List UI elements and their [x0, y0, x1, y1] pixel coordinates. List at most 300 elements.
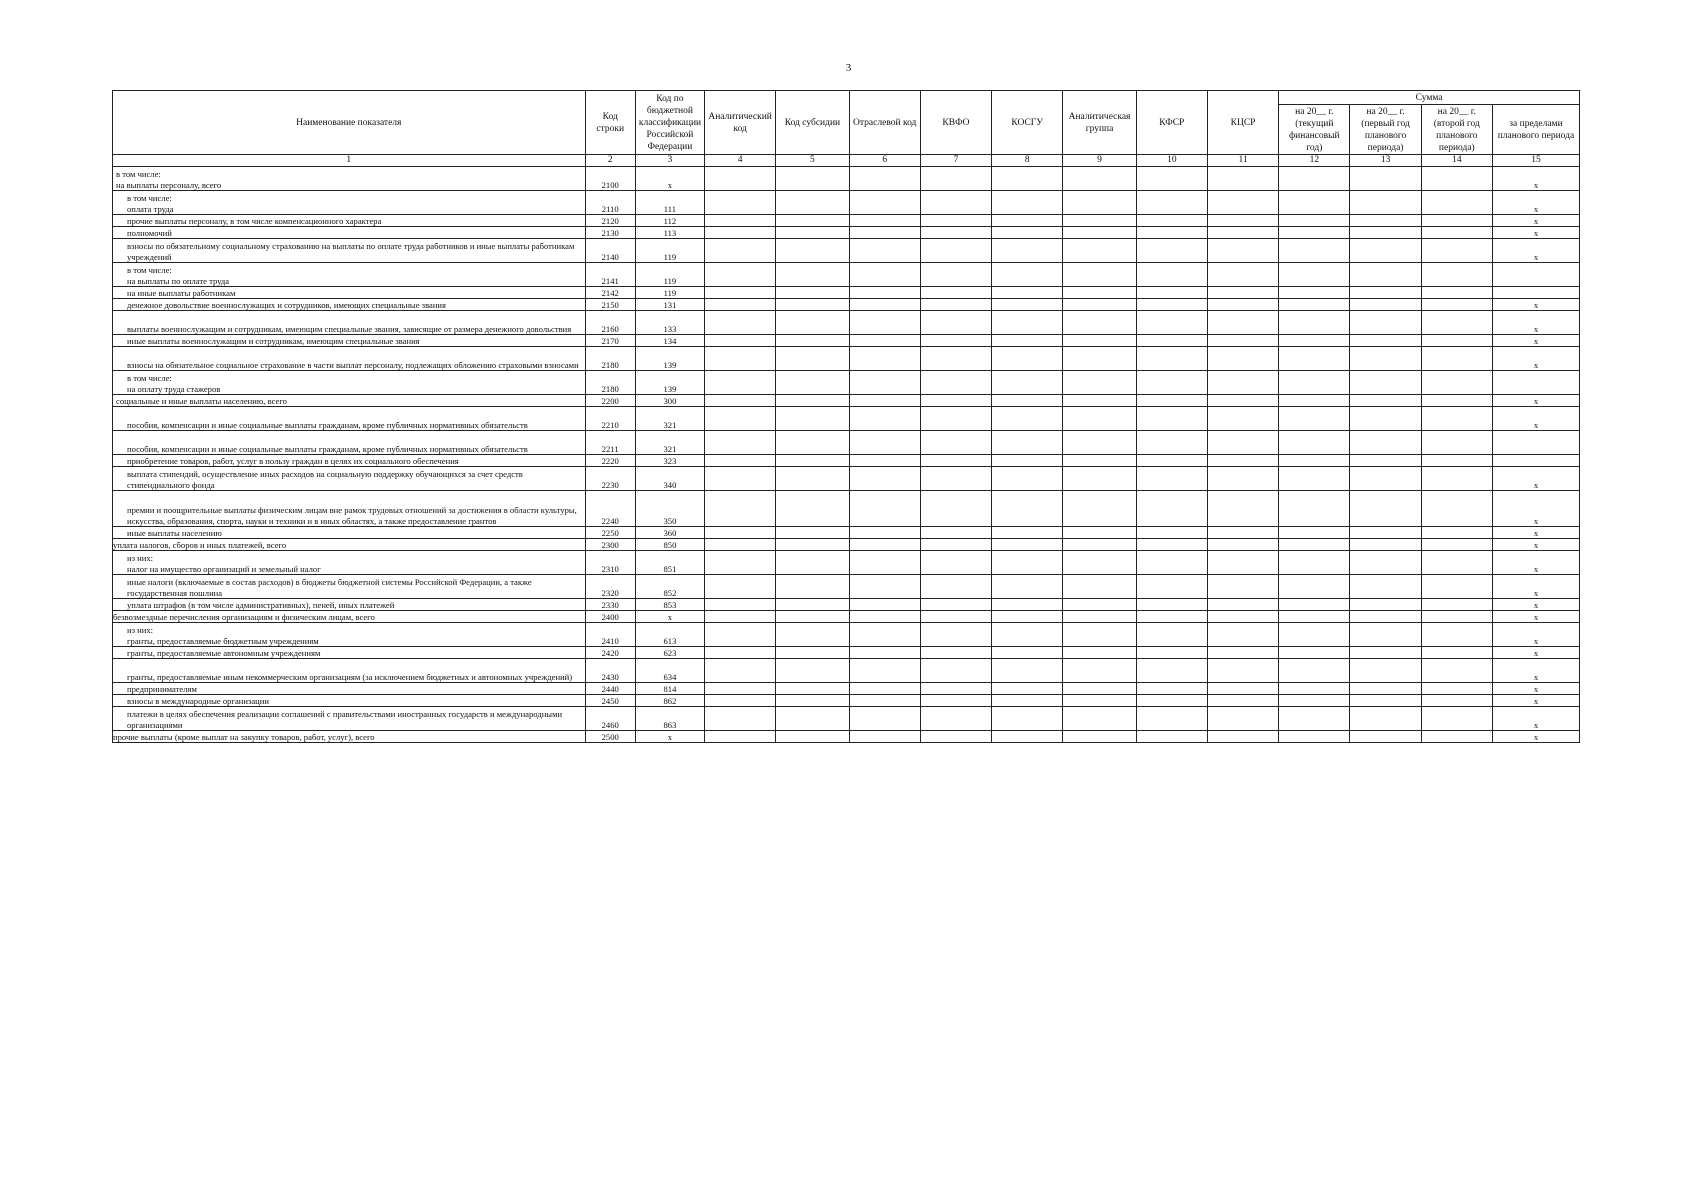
row-value-cell [1421, 371, 1492, 395]
row-value-cell [1279, 623, 1350, 647]
row-bk-code: x [635, 731, 704, 743]
row-value-cell [1136, 731, 1207, 743]
row-value-cell [1063, 395, 1136, 407]
table-row [113, 347, 1580, 371]
row-value-cell [1350, 227, 1421, 239]
row-value-cell [1207, 335, 1278, 347]
table-row [113, 215, 1580, 227]
page-number: 3 [845, 62, 852, 74]
row-value-cell [1063, 239, 1136, 263]
row-value-cell [849, 455, 920, 467]
row-bk-code: 851 [635, 551, 704, 575]
row-value-cell [776, 371, 849, 395]
column-number: 15 [1492, 155, 1579, 167]
row-value-cell [1279, 695, 1350, 707]
row-value-cell [1421, 191, 1492, 215]
row-value-cell [1421, 455, 1492, 467]
row-value-cell [776, 599, 849, 611]
table-row [113, 227, 1580, 239]
row-value-cell [1063, 491, 1136, 527]
column-number: 4 [705, 155, 776, 167]
row-value-cell [1136, 299, 1207, 311]
row-value-cell [1063, 551, 1136, 575]
row-line-code: 2300 [585, 539, 635, 551]
row-value-cell [776, 707, 849, 731]
header-analytic-code: Аналитический код [705, 91, 776, 155]
row-value-cell [1136, 611, 1207, 623]
row-value-cell [1136, 263, 1207, 287]
row-name: в том числе: на выплаты персоналу, всего [113, 167, 586, 191]
row-value-cell [705, 551, 776, 575]
row-value-cell [849, 167, 920, 191]
table-row [113, 263, 1580, 287]
row-value-cell [1207, 191, 1278, 215]
row-value-cell [920, 299, 991, 311]
row-value-cell [1279, 659, 1350, 683]
table-row [113, 611, 1580, 623]
row-value-cell [992, 407, 1063, 431]
header-kcsr: КЦСР [1207, 91, 1278, 155]
row-name: гранты, предоставляемые иным некоммерческим организациям (за исключением бюджетных и автономных учреждений) [113, 659, 586, 683]
row-beyond-plan-mark: x [1492, 539, 1579, 551]
row-value-cell [849, 491, 920, 527]
row-value-cell [1063, 647, 1136, 659]
row-bk-code: 119 [635, 263, 704, 287]
row-value-cell [1279, 575, 1350, 599]
row-value-cell [776, 467, 849, 491]
row-name: взносы по обязательному социальному страхованию на выплаты по оплате труда работников и иные выплаты работникам учреждений [113, 239, 586, 263]
row-value-cell [1279, 731, 1350, 743]
table-row [113, 731, 1580, 743]
row-line-code: 2250 [585, 527, 635, 539]
row-value-cell [1136, 551, 1207, 575]
row-value-cell [1136, 287, 1207, 299]
row-value-cell [1279, 239, 1350, 263]
row-bk-code: 350 [635, 491, 704, 527]
row-value-cell [1350, 659, 1421, 683]
row-value-cell [705, 227, 776, 239]
table-row [113, 239, 1580, 263]
row-bk-code: 323 [635, 455, 704, 467]
row-value-cell [1279, 287, 1350, 299]
column-number: 12 [1279, 155, 1350, 167]
row-value-cell [920, 227, 991, 239]
row-value-cell [1136, 491, 1207, 527]
row-value-cell [1350, 539, 1421, 551]
row-value-cell [992, 167, 1063, 191]
row-value-cell [705, 611, 776, 623]
row-value-cell [992, 611, 1063, 623]
row-value-cell [992, 599, 1063, 611]
row-line-code: 2210 [585, 407, 635, 431]
row-line-code: 2420 [585, 647, 635, 659]
row-value-cell [1063, 191, 1136, 215]
row-value-cell [992, 491, 1063, 527]
row-line-code: 2440 [585, 683, 635, 695]
row-value-cell [1136, 527, 1207, 539]
row-value-cell [1207, 431, 1278, 455]
row-value-cell [992, 551, 1063, 575]
row-value-cell [1207, 239, 1278, 263]
row-value-cell [1063, 707, 1136, 731]
row-value-cell [1421, 335, 1492, 347]
row-line-code: 2142 [585, 287, 635, 299]
row-value-cell [1279, 551, 1350, 575]
row-line-code: 2160 [585, 311, 635, 335]
row-value-cell [776, 527, 849, 539]
row-name: полномочий [113, 227, 586, 239]
row-line-code: 2460 [585, 707, 635, 731]
column-number: 3 [635, 155, 704, 167]
column-number: 9 [1063, 155, 1136, 167]
row-value-cell [1207, 407, 1278, 431]
row-value-cell [1207, 551, 1278, 575]
row-value-cell [920, 215, 991, 227]
row-value-cell [1063, 527, 1136, 539]
row-beyond-plan-mark: x [1492, 215, 1579, 227]
row-value-cell [1350, 311, 1421, 335]
row-beyond-plan-mark: x [1492, 347, 1579, 371]
row-value-cell [1279, 647, 1350, 659]
row-bk-code: 321 [635, 407, 704, 431]
row-value-cell [992, 659, 1063, 683]
row-value-cell [1279, 299, 1350, 311]
row-value-cell [1063, 455, 1136, 467]
row-value-cell [1421, 623, 1492, 647]
table-row [113, 395, 1580, 407]
row-value-cell [1421, 299, 1492, 311]
column-number: 1 [113, 155, 586, 167]
row-value-cell [992, 191, 1063, 215]
row-value-cell [1136, 227, 1207, 239]
row-value-cell [1207, 455, 1278, 467]
row-value-cell [705, 491, 776, 527]
row-value-cell [849, 239, 920, 263]
row-value-cell [776, 311, 849, 335]
row-value-cell [1279, 371, 1350, 395]
table-row [113, 491, 1580, 527]
row-value-cell [1136, 647, 1207, 659]
row-line-code: 2141 [585, 263, 635, 287]
row-value-cell [1350, 491, 1421, 527]
row-bk-code: 862 [635, 695, 704, 707]
table-row [113, 551, 1580, 575]
column-number-row [113, 155, 1580, 167]
table-row [113, 683, 1580, 695]
row-value-cell [920, 539, 991, 551]
row-value-cell [1350, 167, 1421, 191]
row-value-cell [705, 623, 776, 647]
row-name: пособия, компенсации и иные социальные выплаты гражданам, кроме публичных нормативных обязательств [113, 431, 586, 455]
row-value-cell [1421, 287, 1492, 299]
row-value-cell [1136, 191, 1207, 215]
header-sum-second-plan-year: на 20__ г. (второй год планового периода) [1421, 105, 1492, 155]
row-line-code: 2110 [585, 191, 635, 215]
row-value-cell [1421, 491, 1492, 527]
row-bk-code: 119 [635, 287, 704, 299]
row-name: безвозмездные перечисления организациям и физическим лицам, всего [113, 611, 586, 623]
row-value-cell [920, 599, 991, 611]
row-value-cell [1063, 287, 1136, 299]
row-line-code: 2220 [585, 455, 635, 467]
row-value-cell [705, 311, 776, 335]
row-value-cell [705, 335, 776, 347]
row-value-cell [1279, 539, 1350, 551]
row-beyond-plan-mark [1492, 431, 1579, 455]
row-value-cell [920, 395, 991, 407]
row-value-cell [1350, 299, 1421, 311]
row-value-cell [920, 647, 991, 659]
header-bk-code: Код по бюджетной классификации Российской Федерации [635, 91, 704, 155]
row-value-cell [1421, 647, 1492, 659]
row-line-code: 2211 [585, 431, 635, 455]
row-value-cell [1421, 683, 1492, 695]
row-value-cell [849, 623, 920, 647]
row-bk-code: 112 [635, 215, 704, 227]
row-value-cell [1207, 347, 1278, 371]
row-value-cell [1421, 551, 1492, 575]
column-number: 11 [1207, 155, 1278, 167]
row-value-cell [1063, 683, 1136, 695]
row-value-cell [705, 167, 776, 191]
row-value-cell [776, 611, 849, 623]
row-name: гранты, предоставляемые автономным учреждениям [113, 647, 586, 659]
row-name: премии и поощрительные выплаты физическим лицам вне рамок трудовых отношений за достижения в области культуры, искусства, образования, спорта, науки и техники и в иных областях, а также предоставление грантов [113, 491, 586, 527]
row-value-cell [849, 227, 920, 239]
row-beyond-plan-mark: x [1492, 491, 1579, 527]
row-value-cell [1421, 167, 1492, 191]
row-bk-code: 139 [635, 347, 704, 371]
row-value-cell [992, 455, 1063, 467]
row-name: в том числе: на выплаты по оплате труда [113, 263, 586, 287]
row-value-cell [1063, 215, 1136, 227]
table-row [113, 659, 1580, 683]
row-value-cell [849, 335, 920, 347]
row-value-cell [1207, 659, 1278, 683]
row-value-cell [1421, 539, 1492, 551]
row-beyond-plan-mark: x [1492, 299, 1579, 311]
row-value-cell [705, 287, 776, 299]
row-value-cell [1063, 599, 1136, 611]
row-value-cell [849, 647, 920, 659]
row-value-cell [776, 647, 849, 659]
row-value-cell [1279, 491, 1350, 527]
row-value-cell [1063, 575, 1136, 599]
expenditure-table-sheet [112, 90, 1580, 743]
table-row [113, 371, 1580, 395]
row-value-cell [920, 695, 991, 707]
row-value-cell [920, 407, 991, 431]
row-value-cell [849, 527, 920, 539]
row-value-cell [1136, 695, 1207, 707]
row-value-cell [920, 347, 991, 371]
row-bk-code: 133 [635, 311, 704, 335]
table-row [113, 431, 1580, 455]
row-value-cell [1063, 611, 1136, 623]
row-value-cell [1063, 407, 1136, 431]
table-row [113, 191, 1580, 215]
row-value-cell [1279, 311, 1350, 335]
row-value-cell [1350, 371, 1421, 395]
table-row [113, 695, 1580, 707]
row-value-cell [1207, 683, 1278, 695]
row-name: иные выплаты военнослужащим и сотрудникам, имеющим специальные звания [113, 335, 586, 347]
row-value-cell [1279, 227, 1350, 239]
row-bk-code: 634 [635, 659, 704, 683]
row-value-cell [1350, 731, 1421, 743]
row-value-cell [992, 539, 1063, 551]
column-number: 5 [776, 155, 849, 167]
row-value-cell [1421, 599, 1492, 611]
row-value-cell [1063, 311, 1136, 335]
row-value-cell [776, 551, 849, 575]
row-value-cell [1207, 491, 1278, 527]
row-value-cell [1350, 611, 1421, 623]
row-value-cell [1279, 191, 1350, 215]
row-value-cell [1421, 263, 1492, 287]
row-value-cell [849, 695, 920, 707]
row-value-cell [776, 407, 849, 431]
row-value-cell [920, 167, 991, 191]
row-value-cell [920, 191, 991, 215]
row-value-cell [992, 371, 1063, 395]
row-value-cell [920, 731, 991, 743]
row-line-code: 2240 [585, 491, 635, 527]
row-value-cell [705, 527, 776, 539]
row-value-cell [1350, 695, 1421, 707]
row-value-cell [705, 371, 776, 395]
row-value-cell [920, 707, 991, 731]
table-row [113, 623, 1580, 647]
row-value-cell [992, 695, 1063, 707]
row-bk-code: 340 [635, 467, 704, 491]
row-value-cell [849, 395, 920, 407]
row-value-cell [1421, 575, 1492, 599]
row-value-cell [920, 575, 991, 599]
row-value-cell [1207, 623, 1278, 647]
row-bk-code: 131 [635, 299, 704, 311]
header-sum-beyond-plan: за пределами планового периода [1492, 105, 1579, 155]
row-value-cell [849, 311, 920, 335]
row-value-cell [1136, 659, 1207, 683]
row-name: денежное довольствие военнослужащих и сотрудников, имеющих специальные звания [113, 299, 586, 311]
row-line-code: 2170 [585, 335, 635, 347]
row-value-cell [992, 431, 1063, 455]
row-value-cell [1421, 347, 1492, 371]
table-row [113, 167, 1580, 191]
row-value-cell [1136, 395, 1207, 407]
column-number: 7 [920, 155, 991, 167]
row-value-cell [849, 707, 920, 731]
row-value-cell [1207, 731, 1278, 743]
row-value-cell [776, 227, 849, 239]
header-kosgu: КОСГУ [992, 91, 1063, 155]
row-value-cell [1207, 599, 1278, 611]
row-value-cell [992, 239, 1063, 263]
row-value-cell [992, 467, 1063, 491]
row-value-cell [849, 371, 920, 395]
row-bk-code: 300 [635, 395, 704, 407]
row-line-code: 2430 [585, 659, 635, 683]
row-value-cell [849, 347, 920, 371]
row-name: пособия, компенсации и иные социальные выплаты гражданам, кроме публичных нормативных обязательств [113, 407, 586, 431]
row-value-cell [920, 311, 991, 335]
row-value-cell [705, 647, 776, 659]
row-value-cell [705, 455, 776, 467]
row-line-code: 2310 [585, 551, 635, 575]
row-value-cell [776, 623, 849, 647]
row-value-cell [849, 731, 920, 743]
row-beyond-plan-mark: x [1492, 695, 1579, 707]
row-value-cell [1063, 467, 1136, 491]
row-value-cell [776, 299, 849, 311]
row-value-cell [849, 659, 920, 683]
row-value-cell [705, 467, 776, 491]
row-bk-code: 134 [635, 335, 704, 347]
row-value-cell [1136, 431, 1207, 455]
column-number: 14 [1421, 155, 1492, 167]
row-value-cell [705, 395, 776, 407]
row-value-cell [1136, 599, 1207, 611]
row-bk-code: 852 [635, 575, 704, 599]
row-value-cell [1421, 227, 1492, 239]
row-value-cell [1207, 263, 1278, 287]
row-value-cell [1421, 407, 1492, 431]
row-value-cell [1350, 347, 1421, 371]
row-value-cell [992, 227, 1063, 239]
row-value-cell [776, 347, 849, 371]
row-bk-code: 119 [635, 239, 704, 263]
row-value-cell [1136, 371, 1207, 395]
row-value-cell [1350, 527, 1421, 539]
row-line-code: 2140 [585, 239, 635, 263]
row-value-cell [849, 287, 920, 299]
row-value-cell [1063, 263, 1136, 287]
header-line-code: Код строки [585, 91, 635, 155]
row-value-cell [849, 431, 920, 455]
row-value-cell [776, 695, 849, 707]
row-value-cell [920, 491, 991, 527]
row-value-cell [1207, 371, 1278, 395]
row-value-cell [1207, 299, 1278, 311]
table-row [113, 311, 1580, 335]
row-value-cell [1136, 575, 1207, 599]
table-row [113, 599, 1580, 611]
row-name: прочие выплаты (кроме выплат на закупку товаров, работ, услуг), всего [113, 731, 586, 743]
row-value-cell [1279, 683, 1350, 695]
row-value-cell [1063, 299, 1136, 311]
row-bk-code: 613 [635, 623, 704, 647]
header-industry-code: Отраслевой код [849, 91, 920, 155]
row-value-cell [776, 731, 849, 743]
row-value-cell [1207, 311, 1278, 335]
row-value-cell [1421, 695, 1492, 707]
row-bk-code: 623 [635, 647, 704, 659]
row-value-cell [1207, 395, 1278, 407]
row-value-cell [1279, 407, 1350, 431]
row-value-cell [920, 659, 991, 683]
row-value-cell [1421, 311, 1492, 335]
table-row [113, 407, 1580, 431]
row-beyond-plan-mark: x [1492, 707, 1579, 731]
row-value-cell [849, 467, 920, 491]
header-sum-first-plan-year: на 20__ г. (первый год планового периода) [1350, 105, 1421, 155]
row-value-cell [992, 707, 1063, 731]
row-value-cell [776, 539, 849, 551]
row-value-cell [920, 683, 991, 695]
column-number: 2 [585, 155, 635, 167]
table-row [113, 467, 1580, 491]
